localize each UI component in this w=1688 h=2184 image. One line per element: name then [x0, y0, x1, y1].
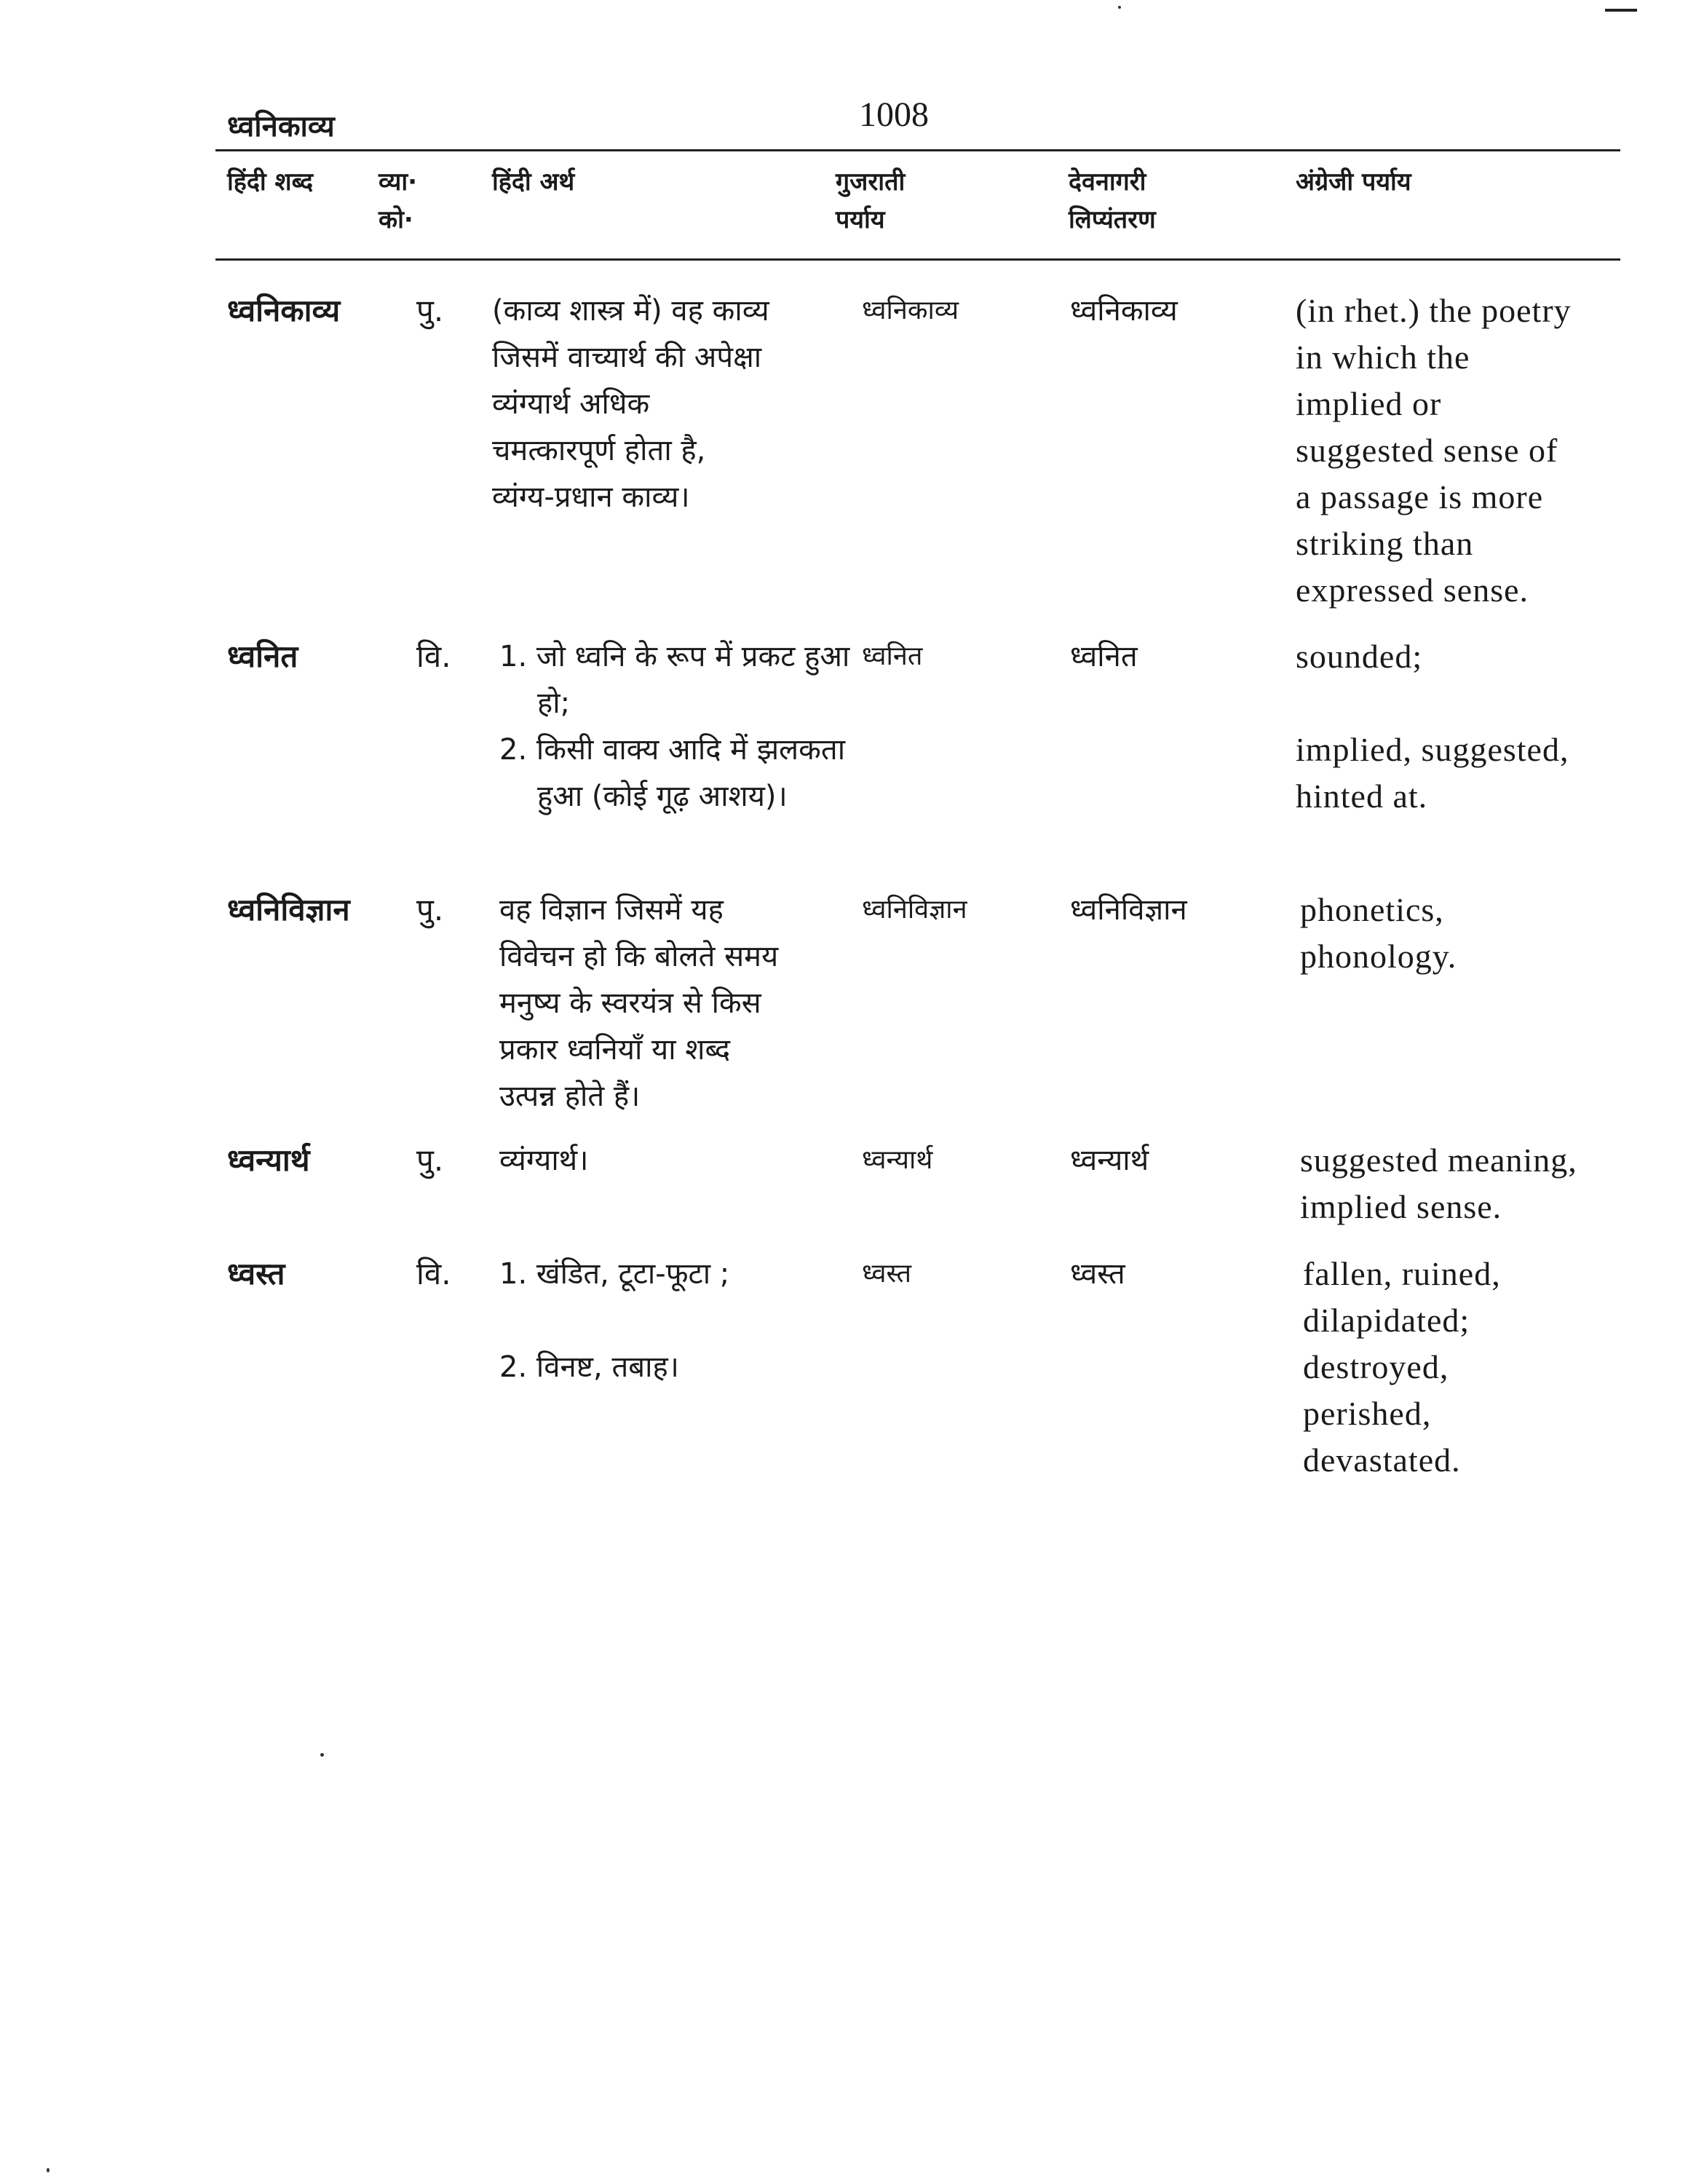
english-equivalent	[1300, 887, 1620, 980]
hindi-meaning-line: प्रकार ध्वनियाँ या शब्द	[499, 1033, 731, 1067]
hindi-meaning	[492, 288, 841, 521]
hindi-sense: 1. खंडित, टूटा-फूटा ;	[499, 1257, 730, 1291]
headword: ध्वनित	[227, 638, 298, 674]
english-line: hinted at.	[1296, 778, 1428, 815]
devanagari-transliteration: ध्वनिविज्ञान	[1070, 893, 1187, 927]
column-header-hindi-word: हिंदी शब्द	[227, 167, 314, 197]
english-line: in which the	[1296, 339, 1470, 376]
hindi-meaning-line: (काव्य शास्त्र में) वह काव्य	[492, 294, 769, 328]
column-header-hindi-meaning: हिंदी अर्थ	[492, 167, 575, 197]
hindi-meaning-line: वह विज्ञान जिसमें यह	[499, 893, 724, 927]
column-header-english: अंग्रेजी पर्याय	[1296, 167, 1411, 197]
column-header-devanagari: देवनागरी लिप्यंतरण	[1069, 167, 1156, 234]
gujarati-equivalent: ध्वनित	[862, 641, 923, 671]
english-line: suggested meaning,	[1300, 1142, 1577, 1179]
headword: ध्वनिविज्ञान	[227, 892, 350, 927]
hindi-meaning-line: विवेचन हो कि बोलते समय	[499, 940, 779, 973]
english-line: sounded;	[1296, 638, 1423, 675]
english-equivalent	[1300, 1137, 1635, 1230]
hindi-meaning-line: व्यंग्यार्थ अधिक	[492, 387, 650, 421]
scan-speck	[320, 1753, 324, 1757]
headword: ध्वन्यार्थ	[227, 1142, 310, 1178]
scan-speck	[47, 2168, 49, 2172]
devanagari-transliteration: ध्वनिकाव्य	[1070, 294, 1178, 328]
english-line: implied or	[1296, 385, 1442, 422]
hindi-sense: 1. जो ध्वनि के रूप में प्रकट हुआ हो;	[499, 640, 850, 720]
hindi-meaning-line: जिसमें वाच्यार्थ की अपेक्षा	[492, 341, 762, 374]
english-line: (in rhet.) the poetry	[1296, 292, 1572, 329]
hindi-meaning	[499, 1251, 849, 1390]
hindi-meaning-line: व्यंग्यार्थ।	[499, 1144, 589, 1177]
headword: ध्वनिकाव्य	[227, 293, 341, 328]
english-line: implied sense.	[1300, 1188, 1502, 1225]
devanagari-transliteration: ध्वस्त	[1070, 1257, 1125, 1291]
page-number: 1008	[859, 95, 929, 134]
scan-speck	[1118, 6, 1121, 9]
hindi-meaning	[499, 1137, 849, 1184]
english-line: fallen, ruined,	[1303, 1255, 1501, 1292]
hindi-meaning-line: उत्पन्न होते हैं।	[499, 1080, 641, 1113]
hindi-sense: 2. किसी वाक्य आदि में झलकता हुआ (कोई गूढ़ आशय)।	[499, 733, 846, 813]
english-line: phonology.	[1300, 938, 1457, 975]
gujarati-equivalent: ध्वस्त	[862, 1259, 912, 1289]
column-header-grammar: व्या· को·	[379, 167, 418, 234]
hindi-sense: 2. विनष्ट, तबाह।	[499, 1350, 679, 1384]
grammar-label: पु.	[416, 293, 444, 328]
english-line: suggested sense of	[1296, 432, 1558, 469]
hindi-sense-gap	[499, 1297, 849, 1344]
hindi-meaning-line: चमत्कारपूर्ण होता है,	[492, 434, 706, 467]
column-header-gujarati: गुजराती पर्याय	[836, 167, 906, 234]
grammar-label: वि.	[416, 638, 451, 674]
grammar-label: पु.	[416, 892, 444, 927]
header-rule-bottom	[215, 258, 1620, 261]
english-line: perished,	[1303, 1395, 1432, 1432]
grammar-label: वि.	[416, 1256, 451, 1291]
devanagari-transliteration: ध्वन्यार्थ	[1070, 1144, 1149, 1177]
english-equivalent	[1296, 633, 1630, 820]
english-line: implied, suggested,	[1296, 731, 1569, 768]
hindi-meaning	[499, 887, 849, 1120]
hindi-meaning	[499, 633, 863, 820]
english-line-gap	[1296, 680, 1630, 727]
english-equivalent	[1303, 1251, 1623, 1484]
gujarati-equivalent: ध्वनिकाव्य	[862, 296, 959, 325]
running-head: ध्वनिकाव्य	[227, 110, 335, 143]
english-line: striking than	[1296, 525, 1474, 562]
hindi-meaning-line: व्यंग्य-प्रधान काव्य।	[492, 480, 690, 514]
english-line: destroyed,	[1303, 1348, 1449, 1385]
english-line: expressed sense.	[1296, 571, 1529, 609]
headword: ध्वस्त	[227, 1256, 285, 1291]
english-line: devastated.	[1303, 1441, 1461, 1479]
english-equivalent	[1296, 288, 1616, 614]
gujarati-equivalent: ध्वनिविज्ञान	[862, 895, 967, 925]
english-line: dilapidated;	[1303, 1302, 1470, 1339]
scan-mark	[1605, 9, 1637, 12]
hindi-meaning-line: मनुष्य के स्वरयंत्र से किस	[499, 986, 761, 1020]
english-line: a passage is more	[1296, 478, 1544, 515]
header-rule-top	[215, 149, 1620, 151]
grammar-label: पु.	[416, 1142, 444, 1178]
devanagari-transliteration: ध्वनित	[1070, 640, 1138, 673]
english-line: phonetics,	[1300, 891, 1444, 928]
gujarati-equivalent: ध्वन्यार्थ	[862, 1145, 933, 1175]
